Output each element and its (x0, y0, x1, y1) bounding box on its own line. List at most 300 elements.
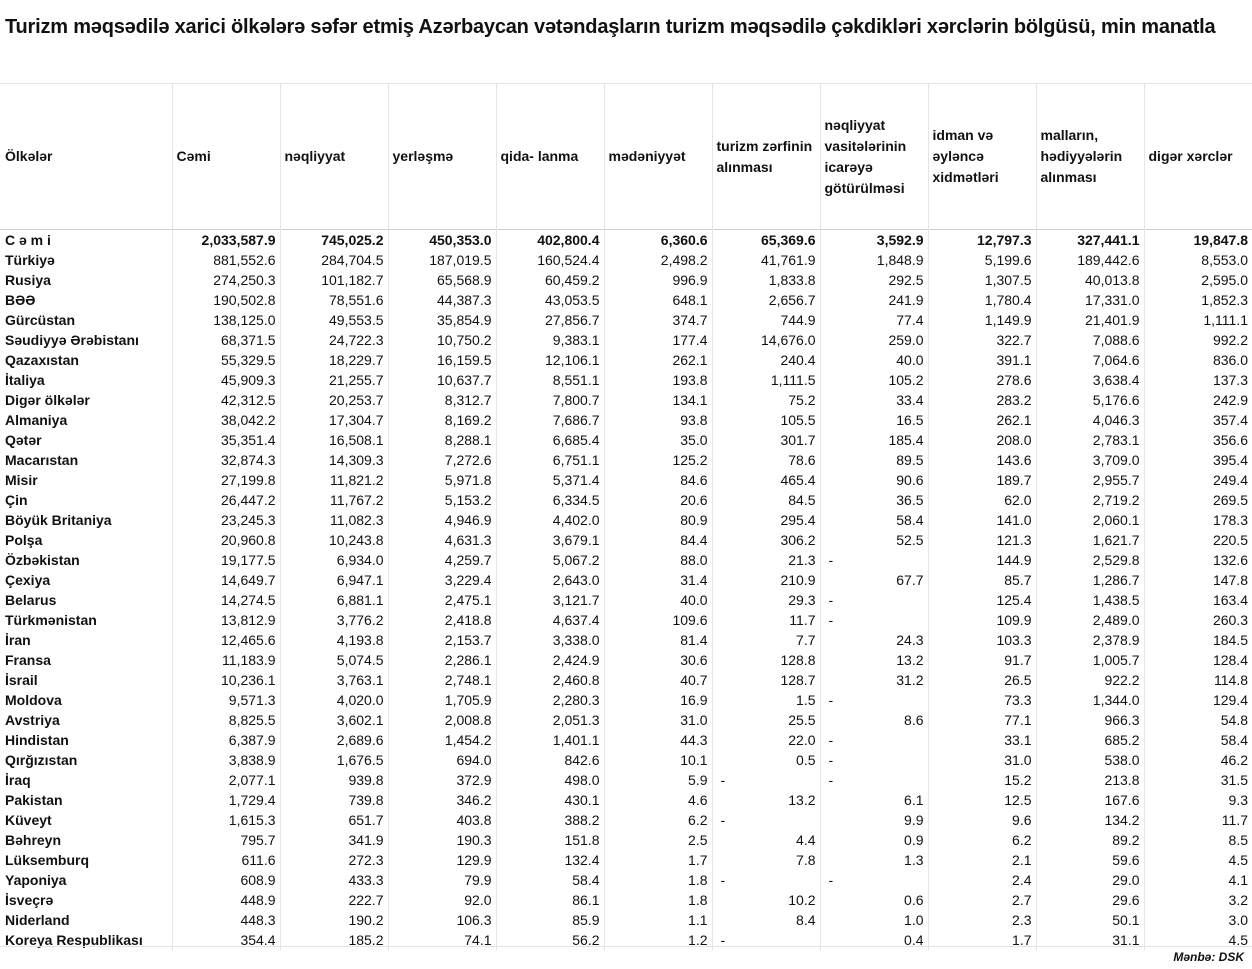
value-cell: - (820, 690, 928, 710)
table-row (0, 570, 1252, 590)
value-cell: 1.1 (604, 910, 712, 930)
value-cell: 2,656.7 (712, 290, 820, 310)
value-cell: 6,387.9 (172, 730, 280, 750)
value-cell: 1.7 (604, 850, 712, 870)
country-cell: Koreya Respublikası (5, 932, 143, 948)
table-row (0, 250, 1252, 270)
value-cell: 1,780.4 (928, 290, 1036, 310)
value-cell: 2.5 (604, 830, 712, 850)
value-cell: 22.0 (712, 730, 820, 750)
value-cell: 881,552.6 (172, 250, 280, 270)
value-cell: 7,272.6 (388, 450, 496, 470)
table-row (0, 350, 1252, 370)
value-cell: 4,637.4 (496, 610, 604, 630)
value-cell: 129.9 (388, 850, 496, 870)
value-cell: 2,955.7 (1036, 470, 1144, 490)
value-cell: 5,153.2 (388, 490, 496, 510)
value-cell: 16.5 (820, 410, 928, 430)
value-cell: 105.2 (820, 370, 928, 390)
value-cell: - (712, 770, 820, 790)
value-cell: 50.1 (1036, 910, 1144, 930)
value-cell: 249.4 (1144, 470, 1252, 490)
value-cell: 40.0 (820, 350, 928, 370)
value-cell: 163.4 (1144, 590, 1252, 610)
value-cell: 357.4 (1144, 410, 1252, 430)
value-cell: 2,051.3 (496, 710, 604, 730)
value-cell: 45,909.3 (172, 370, 280, 390)
value-cell: 996.9 (604, 270, 712, 290)
value-cell: 177.4 (604, 330, 712, 350)
value-cell: 327,441.1 (1036, 230, 1144, 251)
value-cell: 151.8 (496, 830, 604, 850)
value-cell: 20,253.7 (280, 390, 388, 410)
value-cell: 56.2 (496, 930, 604, 950)
value-cell: 1,833.8 (712, 270, 820, 290)
value-cell: 1.2 (604, 930, 712, 950)
value-cell: 450,353.0 (388, 230, 496, 251)
total-row (0, 230, 1252, 251)
table-row (0, 910, 1252, 930)
value-cell: 1,852.3 (1144, 290, 1252, 310)
value-cell: 33.4 (820, 390, 928, 410)
value-cell: 60,459.2 (496, 270, 604, 290)
value-cell: 10.1 (604, 750, 712, 770)
value-cell: 222.7 (280, 890, 388, 910)
value-cell: 2,153.7 (388, 630, 496, 650)
value-cell: 55,329.5 (172, 350, 280, 370)
country-cell: Misir (5, 472, 38, 488)
value-cell: 1,438.5 (1036, 590, 1144, 610)
table-row (0, 690, 1252, 710)
value-cell: 11,767.2 (280, 490, 388, 510)
value-cell: 14,676.0 (712, 330, 820, 350)
value-cell: 52.5 (820, 530, 928, 550)
country-cell: Polşa (5, 532, 43, 548)
value-cell: 2,418.8 (388, 610, 496, 630)
value-cell: 12,465.6 (172, 630, 280, 650)
value-cell: 220.5 (1144, 530, 1252, 550)
value-cell: 15.2 (928, 770, 1036, 790)
value-cell: 2.3 (928, 910, 1036, 930)
value-cell: 9,383.1 (496, 330, 604, 350)
value-cell: 4.5 (1144, 850, 1252, 870)
value-cell: 36.5 (820, 490, 928, 510)
country-cell: Səudiyyə Ərəbistanı (5, 332, 139, 348)
value-cell: 1,454.2 (388, 730, 496, 750)
value-cell: 89.5 (820, 450, 928, 470)
value-cell: - (820, 750, 928, 770)
value-cell: 137.3 (1144, 370, 1252, 390)
value-cell: 79.9 (388, 870, 496, 890)
value-cell: 185.4 (820, 430, 928, 450)
country-cell: Rusiya (5, 272, 51, 288)
value-cell: 274,250.3 (172, 270, 280, 290)
value-cell: 694.0 (388, 750, 496, 770)
value-cell: 5,371.4 (496, 470, 604, 490)
column-header: qida- lanma (496, 84, 604, 230)
value-cell: 43,053.5 (496, 290, 604, 310)
value-cell: 21,401.9 (1036, 310, 1144, 330)
country-cell: Türkiyə (5, 252, 55, 268)
table-row (0, 530, 1252, 550)
country-cell: Belarus (5, 592, 57, 608)
value-cell: 7.8 (712, 850, 820, 870)
value-cell: 31.0 (604, 710, 712, 730)
value-cell: 5,199.6 (928, 250, 1036, 270)
value-cell: 17,331.0 (1036, 290, 1144, 310)
table-row (0, 710, 1252, 730)
value-cell: 3,838.9 (172, 750, 280, 770)
value-cell: 10,243.8 (280, 530, 388, 550)
value-cell: 4.4 (712, 830, 820, 850)
value-cell: 1,848.9 (820, 250, 928, 270)
value-cell: 242.9 (1144, 390, 1252, 410)
value-cell: 8,553.0 (1144, 250, 1252, 270)
value-cell: 16.9 (604, 690, 712, 710)
value-cell: 19,847.8 (1144, 230, 1252, 251)
value-cell: 24.3 (820, 630, 928, 650)
value-cell: 2,033,587.9 (172, 230, 280, 251)
country-cell: İsveçrə (5, 892, 54, 908)
column-header: yerləşmə (388, 84, 496, 230)
table-row (0, 270, 1252, 290)
table-row (0, 750, 1252, 770)
value-cell: 11,183.9 (172, 650, 280, 670)
value-cell: 8,825.5 (172, 710, 280, 730)
value-cell: 6,334.5 (496, 490, 604, 510)
value-cell: 35.0 (604, 430, 712, 450)
value-cell: 939.8 (280, 770, 388, 790)
value-cell: 29.6 (1036, 890, 1144, 910)
table-row (0, 830, 1252, 850)
value-cell: 40.7 (604, 670, 712, 690)
value-cell: 648.1 (604, 290, 712, 310)
value-cell: 187,019.5 (388, 250, 496, 270)
value-cell: 0.6 (820, 890, 928, 910)
country-cell: Özbəkistan (5, 552, 80, 568)
value-cell: 189,442.6 (1036, 250, 1144, 270)
table-row (0, 410, 1252, 430)
value-cell: 356.6 (1144, 430, 1252, 450)
value-cell: - (820, 550, 928, 570)
value-cell: 1,401.1 (496, 730, 604, 750)
value-cell: 67.7 (820, 570, 928, 590)
value-cell: 2.4 (928, 870, 1036, 890)
value-cell: - (820, 730, 928, 750)
value-cell: 84.4 (604, 530, 712, 550)
value-cell: 2,280.3 (496, 690, 604, 710)
value-cell: 58.4 (496, 870, 604, 890)
country-cell: Qırğızıstan (5, 752, 78, 768)
value-cell: 54.8 (1144, 710, 1252, 730)
value-cell: 125.4 (928, 590, 1036, 610)
value-cell: 1.8 (604, 890, 712, 910)
value-cell: 2,424.9 (496, 650, 604, 670)
table-row (0, 510, 1252, 530)
value-cell: 132.4 (496, 850, 604, 870)
value-cell: 11.7 (712, 610, 820, 630)
value-cell: 3,338.0 (496, 630, 604, 650)
value-cell: 185.2 (280, 930, 388, 950)
value-cell: 6,934.0 (280, 550, 388, 570)
value-cell: 190.2 (280, 910, 388, 930)
value-cell: 12.5 (928, 790, 1036, 810)
value-cell: 190,502.8 (172, 290, 280, 310)
value-cell: 2,378.9 (1036, 630, 1144, 650)
column-header: mədəniyyət (604, 84, 712, 230)
value-cell: 3,592.9 (820, 230, 928, 251)
value-cell: 3,709.0 (1036, 450, 1144, 470)
value-cell: 20.6 (604, 490, 712, 510)
value-cell: 109.9 (928, 610, 1036, 630)
value-cell: 272.3 (280, 850, 388, 870)
value-cell: 388.2 (496, 810, 604, 830)
value-cell: 41,761.9 (712, 250, 820, 270)
value-cell: 3.0 (1144, 910, 1252, 930)
value-cell: 608.9 (172, 870, 280, 890)
value-cell: 6,685.4 (496, 430, 604, 450)
value-cell: 322.7 (928, 330, 1036, 350)
value-cell: 44.3 (604, 730, 712, 750)
value-cell: 10,750.2 (388, 330, 496, 350)
value-cell: 278.6 (928, 370, 1036, 390)
value-cell: 14,274.5 (172, 590, 280, 610)
value-cell: 18,229.7 (280, 350, 388, 370)
table-row (0, 290, 1252, 310)
value-cell: 58.4 (1144, 730, 1252, 750)
value-cell: 10.2 (712, 890, 820, 910)
table-row (0, 790, 1252, 810)
country-cell: Böyük Britaniya (5, 512, 112, 528)
value-cell: 3,602.1 (280, 710, 388, 730)
value-cell: 0.9 (820, 830, 928, 850)
country-cell: Fransa (5, 652, 51, 668)
value-cell: 10,637.7 (388, 370, 496, 390)
value-cell: 13,812.9 (172, 610, 280, 630)
table-row (0, 430, 1252, 450)
value-cell: 19,177.5 (172, 550, 280, 570)
value-cell: 81.4 (604, 630, 712, 650)
value-cell: 292.5 (820, 270, 928, 290)
value-cell: 260.3 (1144, 610, 1252, 630)
country-cell: İsrail (5, 672, 38, 688)
value-cell: 1,111.5 (712, 370, 820, 390)
table-row (0, 590, 1252, 610)
value-cell: 966.3 (1036, 710, 1144, 730)
value-cell: 4,946.9 (388, 510, 496, 530)
source-note: Mənbə: DSK (1173, 950, 1244, 964)
column-header: Ölkələr (0, 84, 172, 230)
value-cell: 1,005.7 (1036, 650, 1144, 670)
value-cell: 4,020.0 (280, 690, 388, 710)
value-cell: 402,800.4 (496, 230, 604, 251)
value-cell: 27,199.8 (172, 470, 280, 490)
value-cell: 259.0 (820, 330, 928, 350)
value-cell: 295.4 (712, 510, 820, 530)
value-cell: 12,106.1 (496, 350, 604, 370)
value-cell: 2,460.8 (496, 670, 604, 690)
value-cell: 91.7 (928, 650, 1036, 670)
value-cell: 125.2 (604, 450, 712, 470)
value-cell: 75.2 (712, 390, 820, 410)
table-row (0, 850, 1252, 870)
footer-divider (0, 946, 1252, 947)
country-cell: Küveyt (5, 812, 52, 828)
value-cell: 31.5 (1144, 770, 1252, 790)
value-cell: 7,800.7 (496, 390, 604, 410)
value-cell: - (820, 610, 928, 630)
value-cell: 129.4 (1144, 690, 1252, 710)
value-cell: 10,236.1 (172, 670, 280, 690)
value-cell: 8,312.7 (388, 390, 496, 410)
value-cell: 7.7 (712, 630, 820, 650)
value-cell: 992.2 (1144, 330, 1252, 350)
value-cell: 284,704.5 (280, 250, 388, 270)
column-header: idman və əyləncə xidmətləri (928, 84, 1036, 230)
value-cell: 448.9 (172, 890, 280, 910)
value-cell: 745,025.2 (280, 230, 388, 251)
value-cell: 2,748.1 (388, 670, 496, 690)
value-cell: 58.4 (820, 510, 928, 530)
value-cell: 4,259.7 (388, 550, 496, 570)
value-cell: 1,307.5 (928, 270, 1036, 290)
value-cell: - (820, 770, 928, 790)
country-cell: C ə m i (0, 230, 172, 251)
value-cell: 842.6 (496, 750, 604, 770)
value-cell: 35,351.4 (172, 430, 280, 450)
value-cell: - (712, 870, 820, 890)
value-cell: 2,643.0 (496, 570, 604, 590)
value-cell: 13.2 (820, 650, 928, 670)
value-cell: 9.6 (928, 810, 1036, 830)
value-cell: 498.0 (496, 770, 604, 790)
value-cell: 68,371.5 (172, 330, 280, 350)
value-cell: 11,082.3 (280, 510, 388, 530)
value-cell: 391.1 (928, 350, 1036, 370)
country-cell: BƏƏ (5, 292, 36, 308)
value-cell: 14,649.7 (172, 570, 280, 590)
value-cell: 4.1 (1144, 870, 1252, 890)
value-cell: 141.0 (928, 510, 1036, 530)
value-cell: 1,286.7 (1036, 570, 1144, 590)
value-cell: 13.2 (712, 790, 820, 810)
value-cell: 3,229.4 (388, 570, 496, 590)
value-cell: 269.5 (1144, 490, 1252, 510)
value-cell: 32,874.3 (172, 450, 280, 470)
country-cell: Çexiya (5, 572, 51, 588)
value-cell: 73.3 (928, 690, 1036, 710)
value-cell: 134.1 (604, 390, 712, 410)
value-cell: 31.4 (604, 570, 712, 590)
table-row (0, 330, 1252, 350)
value-cell: 739.8 (280, 790, 388, 810)
value-cell: 2,689.6 (280, 730, 388, 750)
country-cell: Yaponiya (5, 872, 67, 888)
value-cell: 62.0 (928, 490, 1036, 510)
value-cell: 88.0 (604, 550, 712, 570)
value-cell: 31.1 (1036, 930, 1144, 950)
value-cell: 21.3 (712, 550, 820, 570)
value-cell: 6.1 (820, 790, 928, 810)
value-cell: 105.5 (712, 410, 820, 430)
value-cell: 178.3 (1144, 510, 1252, 530)
value-cell: 21,255.7 (280, 370, 388, 390)
value-cell: 25.5 (712, 710, 820, 730)
value-cell: 372.9 (388, 770, 496, 790)
value-cell: 8.4 (712, 910, 820, 930)
value-cell: 922.2 (1036, 670, 1144, 690)
table-row (0, 450, 1252, 470)
table-row (0, 810, 1252, 830)
table-row (0, 870, 1252, 890)
value-cell: 138,125.0 (172, 310, 280, 330)
value-cell: 20,960.8 (172, 530, 280, 550)
table-row (0, 390, 1252, 410)
country-cell: Lüksemburq (5, 852, 90, 868)
value-cell: 262.1 (928, 410, 1036, 430)
value-cell: 11.7 (1144, 810, 1252, 830)
country-cell: İtaliya (5, 372, 45, 388)
value-cell: 210.9 (712, 570, 820, 590)
value-cell: 4.6 (604, 790, 712, 810)
value-cell: 2,475.1 (388, 590, 496, 610)
country-cell: İran (5, 632, 31, 648)
value-cell: 465.4 (712, 470, 820, 490)
value-cell: 31.0 (928, 750, 1036, 770)
value-cell: 80.9 (604, 510, 712, 530)
country-cell: Macarıstan (5, 452, 79, 468)
value-cell: 35,854.9 (388, 310, 496, 330)
value-cell: 5,971.8 (388, 470, 496, 490)
column-header: nəqliyyat (280, 84, 388, 230)
table-row (0, 310, 1252, 330)
table-row (0, 650, 1252, 670)
value-cell: 92.0 (388, 890, 496, 910)
value-cell: 2,077.1 (172, 770, 280, 790)
value-cell: 1,615.3 (172, 810, 280, 830)
value-cell: 433.3 (280, 870, 388, 890)
value-cell: 40,013.8 (1036, 270, 1144, 290)
value-cell: 77.4 (820, 310, 928, 330)
column-header: nəqliyyat vasitələrinin icarəyə götürülməsi (820, 84, 928, 230)
country-cell: Hindistan (5, 732, 69, 748)
value-cell: 84.5 (712, 490, 820, 510)
value-cell: 9,571.3 (172, 690, 280, 710)
value-cell: 283.2 (928, 390, 1036, 410)
value-cell: 0.5 (712, 750, 820, 770)
value-cell: 101,182.7 (280, 270, 388, 290)
value-cell: 44,387.3 (388, 290, 496, 310)
value-cell: 836.0 (1144, 350, 1252, 370)
value-cell: 1.8 (604, 870, 712, 890)
value-cell: 85.7 (928, 570, 1036, 590)
table-row (0, 470, 1252, 490)
value-cell: 2,783.1 (1036, 430, 1144, 450)
country-cell: İraq (5, 772, 31, 788)
country-cell: Qətər (5, 432, 42, 448)
country-cell: Çin (5, 492, 28, 508)
value-cell: 103.3 (928, 630, 1036, 650)
value-cell: 6,881.1 (280, 590, 388, 610)
value-cell: 42,312.5 (172, 390, 280, 410)
value-cell: 3,121.7 (496, 590, 604, 610)
value-cell: 4,046.3 (1036, 410, 1144, 430)
value-cell: 6,947.1 (280, 570, 388, 590)
value-cell: 3,638.4 (1036, 370, 1144, 390)
value-cell: 89.2 (1036, 830, 1144, 850)
value-cell: 31.2 (820, 670, 928, 690)
country-cell: Qazaxıstan (5, 352, 79, 368)
